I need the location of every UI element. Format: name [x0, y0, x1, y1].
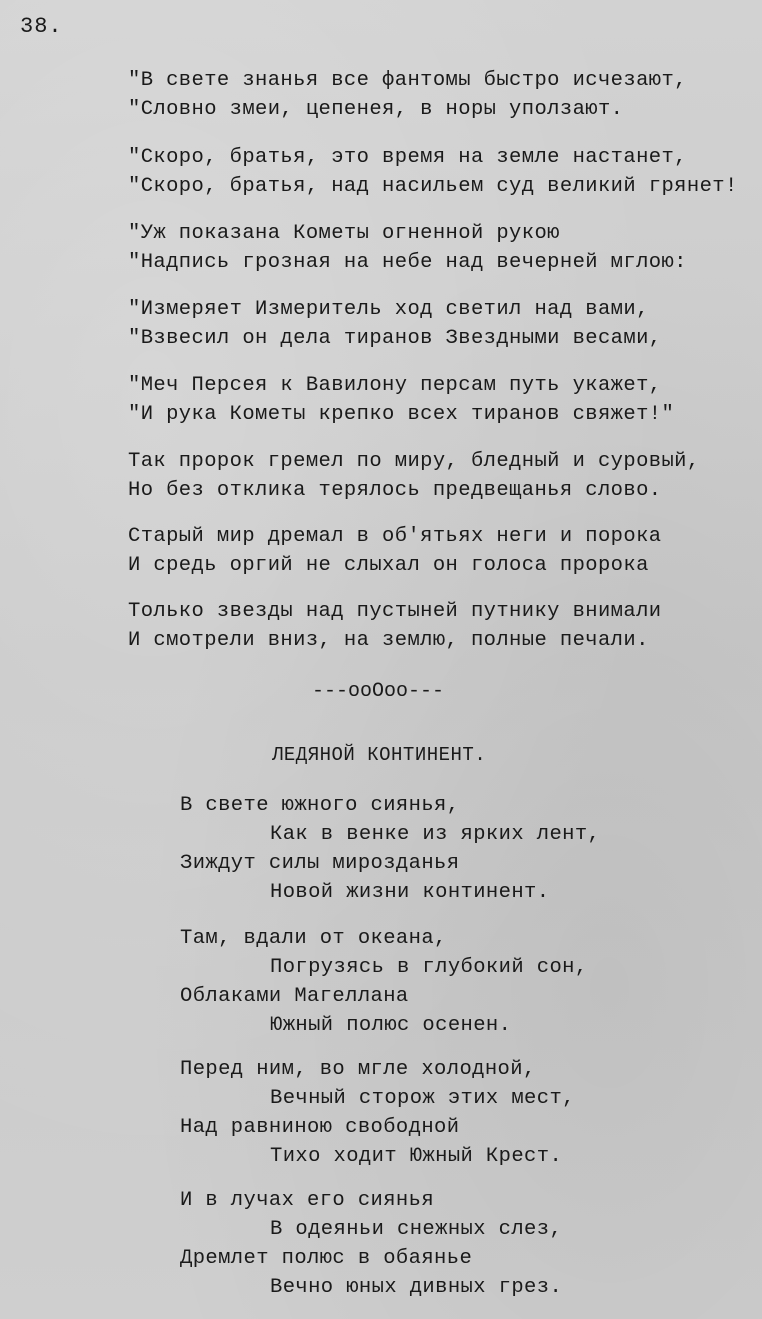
poem-line: Зиждут силы мирозданья [180, 852, 460, 875]
poem-line: Но без отклика терялось предвещанья слово. [128, 479, 662, 502]
poem-line: Новой жизни континент. [270, 881, 550, 904]
poem-title: ЛЕДЯНОЙ КОНТИНЕНТ. [272, 744, 487, 766]
poem-line: "Меч Персея к Вавилону персам путь укажет, [128, 374, 662, 397]
poem-line: Так пророк гремел по миру, бледный и суровый, [128, 450, 700, 473]
poem-line: "Скоро, братья, это время на земле настанет, [128, 146, 687, 169]
poem-line: "Словно змеи, цепенея, в норы уползают. [128, 98, 624, 121]
poem-line: "В свете знанья все фантомы быстро исчезают, [128, 69, 687, 92]
poem-line: "Скоро, братья, над насильем суд великий грянет! [128, 175, 738, 198]
poem-line: В свете южного сиянья, [180, 794, 460, 817]
poem-line: Старый мир дремал в об'ятьях неги и порока [128, 525, 662, 548]
poem-line: Как в венке из ярких лент, [270, 823, 601, 846]
poem-line: И в лучах его сиянья [180, 1189, 435, 1212]
poem-line: И смотрели вниз, на землю, полные печали. [128, 629, 649, 652]
poem-line: Вечно юных дивных грез. [270, 1276, 563, 1299]
poem-line: Перед ним, во мгле холодной, [180, 1058, 536, 1081]
poem-line: "Взвесил он дела тиранов Звездными весами, [128, 327, 662, 350]
poem-line: Только звезды над пустыней путнику внимали [128, 600, 662, 623]
poem-line: Вечный сторож этих мест, [270, 1087, 575, 1110]
section-separator: ---ооОоо--- [312, 680, 445, 703]
poem-line: "Измеряет Измеритель ход светил над вами, [128, 298, 649, 321]
poem-line: "Надпись грозная на небе над вечерней мглою: [128, 251, 687, 274]
poem-line: Там, вдали от океана, [180, 927, 447, 950]
poem-line: "И рука Кометы крепко всех тиранов свяжет!" [128, 403, 675, 426]
poem-line: Над равниною свободной [180, 1116, 460, 1139]
poem-line: Погрузясь в глубокий сон, [270, 956, 588, 979]
poem-line: Тихо ходит Южный Крест. [270, 1145, 563, 1168]
poem-line: В одеяньи снежных слез, [270, 1218, 563, 1241]
poem-line: И средь оргий не слыхал он голоса пророка [128, 554, 649, 577]
poem-line: Облаками Магеллана [180, 985, 409, 1008]
poem-line: Дремлет полюс в обаянье [180, 1247, 473, 1270]
page-number: 38. [20, 14, 63, 39]
poem-line: "Уж показана Кометы огненной рукою [128, 222, 560, 245]
poem-line: Южный полюс осенен. [270, 1014, 512, 1037]
